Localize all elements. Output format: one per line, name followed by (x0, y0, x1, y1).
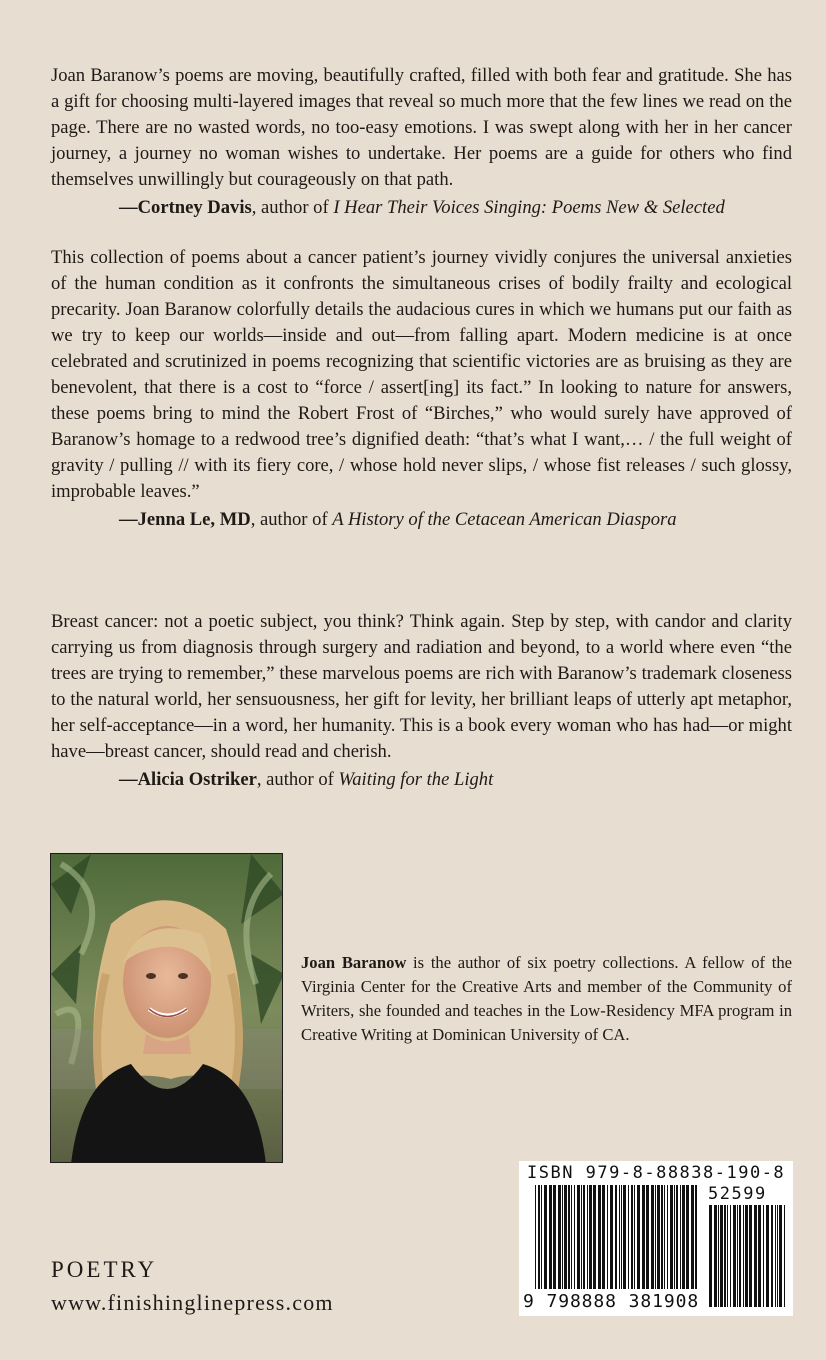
barcode-bar (602, 1185, 605, 1289)
barcode-bar (642, 1185, 645, 1289)
barcode-bar (544, 1185, 547, 1289)
barcode-bar (637, 1185, 640, 1289)
ean-digits: 9 798888 381908 (523, 1291, 700, 1312)
attribution-name: —Jenna Le, MD (119, 509, 251, 530)
barcode-bar (621, 1185, 622, 1289)
barcode-bar (743, 1205, 744, 1307)
attribution-author-of: , author of (256, 769, 339, 790)
barcode-bar (583, 1185, 585, 1289)
attribution-author-of: , author of (250, 509, 333, 530)
barcode-bar (745, 1205, 748, 1307)
barcode-bar (775, 1205, 776, 1307)
barcode-bar (535, 1185, 536, 1289)
attribution-work: Waiting for the Light (338, 769, 494, 790)
barcode-bar (564, 1185, 567, 1289)
publisher-website[interactable]: www.finishinglinepress.com (51, 1290, 334, 1315)
barcode-bar (784, 1205, 785, 1307)
barcode-bar (718, 1205, 719, 1307)
barcode-bar (724, 1205, 726, 1307)
barcode-bar (634, 1185, 635, 1289)
barcode-bar (541, 1185, 542, 1289)
barcode-bar (568, 1185, 570, 1289)
blurb-text: Breast cancer: not a poetic subject, you think? Think again. Step by step, with candor and clarity carrying us from diagnosis through surgery and radiation and beyond, to a world where even “the trees are trying to remember,” these marvelous poems are rich with Baranow’s trademark closeness to the natural world, her sensuousness, her gift for levity, her brilliant leaps of utterly apt metaphor, her self-acceptance—in a word, her humanity. This is a book every woman who has had—or might have—breast cancer, should read and cherish. (51, 611, 792, 762)
attribution-work: A History of the Cetacean American Diaspora (332, 509, 677, 530)
barcode-bar (777, 1205, 778, 1307)
barcode-bar (562, 1185, 563, 1289)
attribution-author-of: , author of (251, 197, 334, 218)
barcode-bar (657, 1185, 660, 1289)
barcode-bar (714, 1205, 717, 1307)
isbn-barcode (519, 1161, 793, 1316)
barcode-bar (667, 1185, 668, 1289)
barcode-bar (607, 1185, 608, 1289)
price-code: 52599 (708, 1184, 767, 1204)
blurb-cortney-davis (51, 63, 792, 221)
barcode-bar (661, 1185, 663, 1289)
barcode-bar (549, 1185, 552, 1289)
bio-author-name: Joan Baranow (301, 953, 407, 972)
attribution-work: I Hear Their Voices Singing: Poems New & Selected (333, 197, 725, 218)
barcode-bar (651, 1185, 654, 1289)
barcode-bar (587, 1185, 588, 1289)
author-photo (50, 853, 283, 1163)
barcode-bar (771, 1205, 773, 1307)
barcode-bar (619, 1185, 620, 1289)
barcode-bar (763, 1205, 764, 1307)
barcode-bar (779, 1205, 782, 1307)
blurb-attribution (51, 767, 792, 793)
blurb-text: This collection of poems about a cancer patient’s journey vividly conjures the universal anxieties of the human condition as it confronts the simultaneous crises of bodily frailty and ecological precarity. Joan Baranow colorfully details the audacious cures in which we humans put our faith as we try to keep our worlds—inside and out—from falling apart. Modern medicine is at once celebrated and scrutinized in poems recognizing that scientific victories are as bruising as they are benevolent, that there is a cost to “force / assert[ing] its fact.” In looking to nature for answers, these poems bring to mind the Robert Frost of “Birches,” who would surely have approved of Baranow’s homage to a redwood tree’s dignified death: “that’s what I want,… / the full weight of gravity / pulling // with its fiery core, / whose hold never slips, / whose fist releases / such glossy, improbable leaves.” (51, 247, 792, 502)
genre-label: POETRY (51, 1257, 158, 1282)
barcode-bar (674, 1185, 675, 1289)
blurb-attribution (51, 507, 792, 533)
barcode-bar (610, 1185, 613, 1289)
barcode-bar (686, 1185, 689, 1289)
barcode-bar (676, 1185, 678, 1289)
attribution-name: —Alicia Ostriker (119, 769, 257, 790)
barcode-bar (646, 1185, 649, 1289)
barcode-bar (670, 1185, 673, 1289)
barcode-bar (680, 1185, 681, 1289)
barcode-bar (739, 1205, 741, 1307)
barcode-bar (631, 1185, 633, 1289)
barcode-bar (664, 1185, 665, 1289)
barcode-bar (733, 1205, 736, 1307)
barcode-bar (558, 1185, 561, 1289)
barcode-bar (730, 1205, 731, 1307)
barcode-bar (737, 1205, 738, 1307)
barcode-bar (727, 1205, 728, 1307)
barcode-bar (615, 1185, 617, 1289)
bio-text: is the author of six poetry collections. A fellow of the Virginia Center for the Creative Arts and member of the Community of Writers, she founded and teaches in the Low-Residency MFA program in Creative Writing at Dominican University of CA. (301, 953, 792, 1044)
barcode-bar (628, 1185, 629, 1289)
blurb-jenna-le (51, 245, 792, 533)
author-portrait-illustration (51, 854, 283, 1163)
barcode-bar (720, 1205, 723, 1307)
barcode-bar (754, 1205, 757, 1307)
barcode-bar (538, 1185, 540, 1289)
blurb-text: Joan Baranow’s poems are moving, beautifully crafted, filled with both fear and gratitude. She has a gift for choosing multi-layered images that reveal so much more that the few lines we read on the page. There are no wasted words, no too-easy emotions. I was swept along with her in her cancer journey, a journey no woman wishes to undertake. Her poems are a guide for others who find themselves unwillingly but courageously on that path. (51, 65, 792, 190)
barcode-bar (593, 1185, 596, 1289)
barcode-bar (766, 1205, 769, 1307)
isbn-label: ISBN 979-8-88838-190-8 (527, 1163, 786, 1183)
barcode-bar (695, 1185, 697, 1289)
barcode-bar (553, 1185, 556, 1289)
barcode-bar (655, 1185, 656, 1289)
barcode-bar (598, 1185, 601, 1289)
barcode-bar (758, 1205, 761, 1307)
barcode-bar (574, 1185, 575, 1289)
attribution-name: —Cortney Davis (119, 197, 252, 218)
barcode-bar (691, 1185, 694, 1289)
barcode-bar (577, 1185, 580, 1289)
barcode-bar (589, 1185, 592, 1289)
blurb-attribution (51, 195, 792, 221)
barcode-bar (581, 1185, 582, 1289)
barcode-bar (749, 1205, 752, 1307)
blurb-alicia-ostriker (51, 609, 792, 793)
barcode-bar (709, 1205, 712, 1307)
barcode-bar (682, 1185, 685, 1289)
barcode-bar (571, 1185, 572, 1289)
author-bio (301, 951, 792, 1047)
barcode-bar (623, 1185, 626, 1289)
